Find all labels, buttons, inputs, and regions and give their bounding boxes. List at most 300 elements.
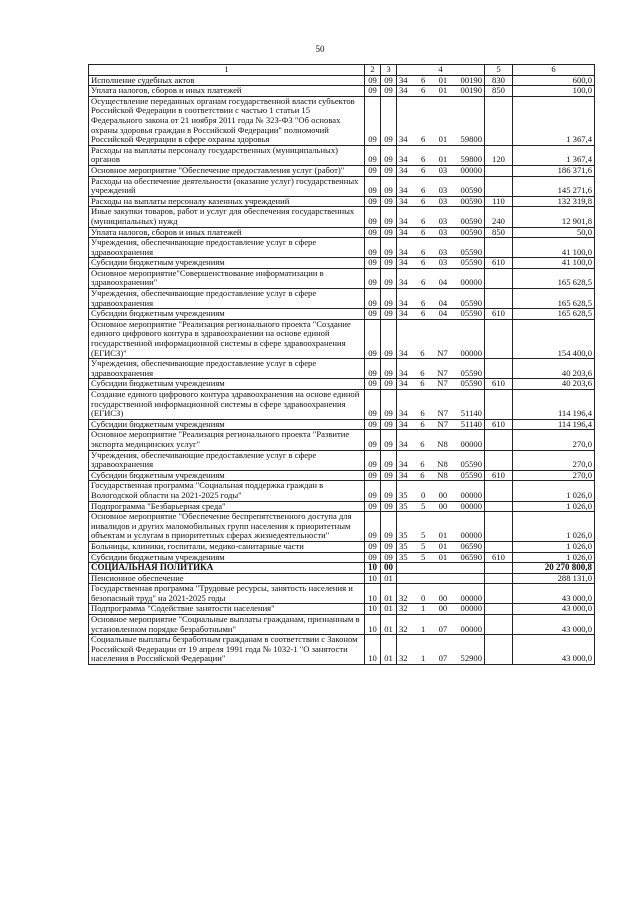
row-subsection: 09 (381, 470, 397, 481)
program-code-p4: 00000 (460, 603, 482, 614)
row-section: 09 (365, 176, 381, 196)
row-program-code (397, 319, 485, 358)
row-section: 09 (365, 512, 381, 542)
row-section: 09 (365, 75, 381, 86)
program-code-p1: 32 (399, 623, 408, 634)
program-code-p2: 1 (420, 623, 426, 634)
row-amount: 43 000,0 (513, 635, 595, 665)
program-code-p2: 6 (420, 196, 426, 206)
header-row (89, 65, 595, 76)
row-program-code (397, 430, 485, 450)
program-code-p1: 34 (399, 308, 408, 319)
row-name: Расходы на выплаты персоналу государственных (муниципальных) органов (89, 145, 365, 165)
program-code-p1: 34 (399, 134, 408, 145)
table-row (89, 450, 595, 470)
row-subsection: 09 (381, 450, 397, 470)
row-amount: 1 026,0 (513, 541, 595, 552)
row-section: 09 (365, 552, 381, 563)
program-code-p2: 6 (420, 257, 426, 268)
program-code-p3: N7 (437, 367, 448, 378)
row-name: Подпрограмма "Содействие занятости населения" (89, 604, 365, 615)
program-code-p3: 03 (438, 257, 448, 268)
program-code-p3: 01 (438, 530, 448, 541)
row-name: Расходы на обеспечение деятельности (оказание услуг) государственных учреждений (89, 176, 365, 196)
program-code-parts (399, 349, 482, 359)
program-code-p3: N8 (437, 470, 448, 480)
row-name: Основное мероприятие "Обеспечение беспрепятственного доступа для инвалидов и других маломобильных групп населения к приоритетным объектам и услугам в приоритетных сферах жизнедеятельности" (89, 512, 365, 542)
row-program-code (397, 75, 485, 86)
program-code-p3: N7 (437, 347, 448, 358)
row-name: Государственная программа "Социальная поддержка граждан в Вологодской области на 2021-2025 годы" (89, 481, 365, 501)
program-code-p2: 6 (420, 408, 425, 419)
program-code-p3: 03 (438, 196, 448, 206)
program-code-parts (399, 553, 482, 563)
program-code-p3: 01 (438, 85, 448, 96)
program-code-parts (399, 409, 482, 419)
row-program-code (397, 165, 485, 176)
row-program-code (397, 501, 485, 512)
row-expense-type: 240 (485, 207, 513, 227)
table-body (89, 75, 595, 664)
row-section: 09 (365, 481, 381, 501)
row-section: 10 (365, 563, 381, 574)
row-section: 09 (365, 379, 381, 390)
program-code-parts (399, 604, 482, 614)
program-code-p3: 01 (438, 75, 448, 85)
row-section: 09 (365, 541, 381, 552)
row-name: Учреждения, обеспечивающие предоставление услуг в сфере здравоохранения (89, 238, 365, 258)
row-program-code (397, 470, 485, 481)
row-section: 09 (365, 96, 381, 145)
row-name: Субсидии бюджетным учреждениям (89, 470, 365, 481)
row-expense-type (485, 96, 513, 145)
row-expense-type (485, 541, 513, 552)
row-name: Государственная программа "Трудовые ресурсы, занятость населения и безопасный труд" на 2021-2025 годы (89, 584, 365, 604)
program-code-p1: 34 (399, 227, 408, 237)
row-program-code (397, 635, 485, 665)
table-row (89, 430, 595, 450)
program-code-parts (399, 420, 482, 430)
table-row (89, 176, 595, 196)
row-program-code (397, 176, 485, 196)
program-code-p2: 6 (420, 438, 425, 449)
row-expense-type: 850 (485, 227, 513, 238)
program-code-parts (399, 379, 482, 389)
program-code-p4: 00000 (460, 592, 482, 603)
row-name: Субсидии бюджетным учреждениям (89, 419, 365, 430)
program-code-parts (399, 369, 482, 379)
row-expense-type: 610 (485, 379, 513, 390)
program-code-parts (399, 228, 482, 238)
row-subsection: 09 (381, 419, 397, 430)
row-amount: 100,0 (513, 86, 595, 97)
row-section: 09 (365, 86, 381, 97)
row-subsection: 09 (381, 258, 397, 269)
program-code-p1: 34 (399, 347, 408, 358)
row-program-code (397, 512, 485, 542)
row-section: 09 (365, 430, 381, 450)
row-amount: 288 131,0 (513, 573, 595, 584)
program-code-p2: 6 (420, 75, 426, 85)
row-program-code (397, 563, 485, 574)
program-code-p2: 6 (420, 154, 426, 165)
program-code-p1: 35 (399, 501, 408, 511)
row-name: Основное мероприятие "Социальные выплаты гражданам, признанным в установленном порядке безработными" (89, 615, 365, 635)
row-name: Учреждения, обеспечивающие предоставление услуг в сфере здравоохранения (89, 450, 365, 470)
table-row (89, 207, 595, 227)
row-section: 10 (365, 635, 381, 665)
program-code-p3: 03 (438, 215, 448, 226)
row-section: 09 (365, 196, 381, 207)
row-subsection: 01 (381, 573, 397, 584)
program-code-p2: 6 (420, 367, 425, 378)
program-code-p4: 05590 (460, 297, 482, 308)
program-code-p1: 32 (399, 603, 408, 614)
row-subsection: 09 (381, 541, 397, 552)
row-section: 09 (365, 419, 381, 430)
row-amount: 270,0 (513, 430, 595, 450)
program-code-p2: 0 (420, 489, 426, 500)
row-expense-type (485, 319, 513, 358)
program-code-p3: N8 (437, 459, 448, 470)
table-row (89, 470, 595, 481)
program-code-p4: 00590 (460, 185, 482, 196)
program-code-p1: 32 (399, 592, 408, 603)
program-code-p1: 34 (399, 165, 408, 175)
budget-table (88, 64, 595, 665)
program-code-p3: 00 (438, 501, 448, 511)
program-code-p3: 01 (438, 134, 448, 145)
program-code-p3: N7 (437, 419, 448, 429)
program-code-parts (399, 594, 482, 604)
program-code-p3: 01 (438, 541, 448, 551)
row-subsection: 09 (381, 238, 397, 258)
program-code-parts (399, 197, 482, 207)
program-code-p3: 00 (438, 603, 448, 614)
row-program-code (397, 238, 485, 258)
table-row (89, 563, 595, 574)
table-row (89, 96, 595, 145)
program-code-p4: 52900 (460, 653, 482, 664)
row-program-code (397, 390, 485, 420)
row-subsection: 09 (381, 268, 397, 288)
row-program-code (397, 450, 485, 470)
row-amount: 20 270 800,8 (513, 563, 595, 574)
program-code-parts (399, 155, 482, 165)
row-program-code (397, 359, 485, 379)
row-amount: 154 400,0 (513, 319, 595, 358)
table-row (89, 552, 595, 563)
row-expense-type: 850 (485, 86, 513, 97)
program-code-p1: 35 (399, 541, 408, 551)
row-section: 09 (365, 165, 381, 176)
row-expense-type (485, 635, 513, 665)
program-code-p3: 04 (438, 277, 448, 288)
row-subsection: 09 (381, 552, 397, 563)
program-code-parts (399, 531, 482, 541)
row-program-code (397, 268, 485, 288)
row-expense-type (485, 615, 513, 635)
program-code-p1: 34 (399, 75, 408, 85)
table-row (89, 379, 595, 390)
row-expense-type: 610 (485, 552, 513, 563)
program-code-p3: N7 (437, 378, 448, 389)
row-name: Основное мероприятие "Реализация регионального проекта "Развитие экспорта медицинских услуг" (89, 430, 365, 450)
row-section: 09 (365, 309, 381, 320)
row-program-code (397, 289, 485, 309)
program-code-p1: 34 (399, 154, 408, 165)
row-section: 10 (365, 615, 381, 635)
row-expense-type: 610 (485, 309, 513, 320)
program-code-p3: 07 (438, 653, 448, 664)
program-code-p4: 05590 (460, 470, 482, 480)
program-code-p1: 35 (399, 552, 408, 562)
table-row (89, 145, 595, 165)
header-subsection: 3 (381, 65, 397, 76)
row-amount: 41 100,0 (513, 238, 595, 258)
row-program-code (397, 227, 485, 238)
row-amount: 41 100,0 (513, 258, 595, 269)
row-program-code (397, 309, 485, 320)
program-code-p3: 00 (438, 592, 448, 603)
table-row (89, 541, 595, 552)
row-section: 10 (365, 604, 381, 615)
program-code-p3: 01 (438, 552, 448, 562)
table-row (89, 501, 595, 512)
row-expense-type (485, 390, 513, 420)
program-code-parts (399, 460, 482, 470)
table-row (89, 289, 595, 309)
row-amount: 165 628,5 (513, 268, 595, 288)
program-code-p2: 6 (420, 297, 426, 308)
row-subsection: 09 (381, 207, 397, 227)
program-code-parts (399, 440, 482, 450)
row-section: 09 (365, 145, 381, 165)
program-code-p4: 59800 (460, 134, 482, 145)
row-name: Основное мероприятие "Обеспечение предоставления услуг (работ)" (89, 165, 365, 176)
table-row (89, 419, 595, 430)
program-code-parts (399, 491, 482, 501)
row-amount: 1 026,0 (513, 512, 595, 542)
row-subsection: 09 (381, 145, 397, 165)
row-expense-type (485, 430, 513, 450)
program-code-p3: N8 (437, 438, 448, 449)
row-program-code (397, 541, 485, 552)
row-expense-type (485, 238, 513, 258)
program-code-p3: 04 (438, 297, 448, 308)
row-amount: 1 026,0 (513, 552, 595, 563)
row-subsection: 09 (381, 430, 397, 450)
program-code-p1: 34 (399, 277, 408, 288)
row-expense-type (485, 289, 513, 309)
row-section: 09 (365, 501, 381, 512)
header-section: 2 (365, 65, 381, 76)
program-code-p4: 05590 (460, 308, 482, 319)
program-code-p2: 6 (420, 85, 426, 96)
program-code-parts (399, 309, 482, 319)
row-amount: 145 271,6 (513, 176, 595, 196)
program-code-p1: 32 (399, 653, 408, 664)
program-code-p4: 51140 (460, 419, 482, 429)
row-subsection: 09 (381, 359, 397, 379)
row-expense-type (485, 512, 513, 542)
program-code-p1: 34 (399, 378, 408, 389)
program-code-p4: 00000 (460, 277, 482, 288)
program-code-p1: 34 (399, 408, 408, 419)
program-code-parts (399, 248, 482, 258)
row-amount: 165 628,5 (513, 289, 595, 309)
program-code-p2: 5 (420, 530, 426, 541)
row-program-code (397, 258, 485, 269)
row-program-code (397, 604, 485, 615)
row-program-code (397, 96, 485, 145)
row-subsection: 09 (381, 309, 397, 320)
program-code-p2: 6 (420, 215, 426, 226)
row-section: 09 (365, 450, 381, 470)
row-section: 10 (365, 584, 381, 604)
row-subsection: 09 (381, 319, 397, 358)
program-code-p4: 59800 (460, 154, 482, 165)
row-program-code (397, 552, 485, 563)
row-subsection: 09 (381, 176, 397, 196)
row-name: Субсидии бюджетным учреждениям (89, 258, 365, 269)
row-section: 09 (365, 470, 381, 481)
program-code-p3: 03 (438, 227, 448, 237)
row-subsection: 09 (381, 75, 397, 86)
row-subsection: 09 (381, 227, 397, 238)
row-section: 09 (365, 258, 381, 269)
row-expense-type (485, 501, 513, 512)
row-name: Учреждения, обеспечивающие предоставление услуг в сфере здравоохранения (89, 289, 365, 309)
program-code-p2: 6 (420, 470, 425, 480)
row-expense-type (485, 604, 513, 615)
row-name: Осуществление переданных органам государственной власти субъектов Российской Федерации в соответствии с частью 1 статьи 15 Федерального закона от 21 ноября 2011 года № 323-ФЗ "Об основах охраны здоровья граждан в Российской Федерации" полномочий Российской Федерации в сфере охраны здоровья (89, 96, 365, 145)
row-amount: 600,0 (513, 75, 595, 86)
program-code-parts (399, 299, 482, 309)
row-expense-type: 610 (485, 258, 513, 269)
row-name: Уплата налогов, сборов и иных платежей (89, 86, 365, 97)
table-row (89, 227, 595, 238)
program-code-p4: 00590 (460, 215, 482, 226)
table-row (89, 268, 595, 288)
row-subsection: 09 (381, 501, 397, 512)
program-code-p1: 34 (399, 297, 408, 308)
program-code-parts (399, 86, 482, 96)
row-program-code (397, 145, 485, 165)
program-code-p2: 5 (420, 552, 426, 562)
program-code-p3: 04 (438, 308, 448, 319)
row-name: Социальные выплаты безработным гражданам в соответствии с Законом Российской Федерации от 19 апреля 1991 года № 1032-1 "О занятости населения в Российской Федерации" (89, 635, 365, 665)
program-code-p2: 6 (420, 185, 426, 196)
table-row (89, 86, 595, 97)
row-amount: 50,0 (513, 227, 595, 238)
program-code-p3: 03 (438, 165, 448, 175)
program-code-p1: 34 (399, 196, 408, 206)
program-code-p1: 34 (399, 419, 408, 429)
row-amount: 1 026,0 (513, 481, 595, 501)
row-program-code (397, 573, 485, 584)
row-subsection: 01 (381, 584, 397, 604)
row-program-code (397, 379, 485, 390)
row-subsection: 09 (381, 289, 397, 309)
program-code-p4: 06590 (460, 552, 482, 562)
program-code-p3: 07 (438, 623, 448, 634)
program-code-p4: 00190 (460, 85, 482, 96)
program-code-p1: 34 (399, 470, 408, 480)
row-section: 09 (365, 268, 381, 288)
row-amount: 43 000,0 (513, 604, 595, 615)
program-code-p2: 6 (420, 347, 425, 358)
row-name: Создание единого цифрового контура здравоохранения на основе единой государственной информационной системы в сфере здравоохранения (ЕГИСЗ) (89, 390, 365, 420)
row-subsection: 09 (381, 512, 397, 542)
program-code-p1: 34 (399, 215, 408, 226)
program-code-p1: 34 (399, 185, 408, 196)
row-subsection: 09 (381, 96, 397, 145)
row-name: СОЦИАЛЬНАЯ ПОЛИТИКА (89, 563, 365, 574)
table-row (89, 635, 595, 665)
row-amount: 43 000,0 (513, 584, 595, 604)
row-program-code (397, 481, 485, 501)
row-name: Основное мероприятие"Совершенствование информатизации в здравоохранении" (89, 268, 365, 288)
table-row (89, 165, 595, 176)
row-amount: 114 196,4 (513, 419, 595, 430)
row-expense-type (485, 450, 513, 470)
program-code-p1: 34 (399, 257, 408, 268)
program-code-parts (399, 542, 482, 552)
table-row (89, 359, 595, 379)
header-name: 1 (89, 65, 365, 76)
row-program-code (397, 86, 485, 97)
row-name: Субсидии бюджетным учреждениям (89, 379, 365, 390)
row-subsection: 01 (381, 604, 397, 615)
program-code-p1: 34 (399, 85, 408, 96)
table-row (89, 573, 595, 584)
row-expense-type: 830 (485, 75, 513, 86)
program-code-p4: 06590 (460, 541, 482, 551)
row-amount: 1 026,0 (513, 501, 595, 512)
program-code-p2: 0 (420, 592, 426, 603)
table-row (89, 615, 595, 635)
row-subsection: 09 (381, 86, 397, 97)
header-expense-type: 5 (485, 65, 513, 76)
row-expense-type (485, 165, 513, 176)
row-expense-type (485, 563, 513, 574)
table-row (89, 258, 595, 269)
table-row (89, 604, 595, 615)
program-code-p4: 00000 (460, 489, 482, 500)
program-code-parts (399, 166, 482, 176)
program-code-p4: 00000 (460, 623, 482, 634)
program-code-p4: 00590 (460, 196, 482, 206)
row-expense-type (485, 268, 513, 288)
program-code-p2: 6 (420, 419, 425, 429)
program-code-p2: 1 (420, 653, 426, 664)
row-name: Пенсионное обеспечение (89, 573, 365, 584)
row-section: 10 (365, 573, 381, 584)
row-subsection: 01 (381, 615, 397, 635)
program-code-p4: 00000 (460, 438, 482, 449)
row-subsection: 09 (381, 390, 397, 420)
program-code-p4: 00000 (460, 501, 482, 511)
program-code-p1: 34 (399, 459, 408, 470)
row-name: Исполнение судебных актов (89, 75, 365, 86)
row-name: Основное мероприятие "Реализация регионального проекта "Создание единого цифрового контура в здравоохранении на основе единой государственной информационной системы в сфере здравоохранения (ЕГИСЗ)" (89, 319, 365, 358)
program-code-p3: 01 (438, 154, 448, 165)
program-code-p4: 00590 (460, 227, 482, 237)
program-code-p3: N7 (437, 408, 448, 419)
row-amount: 114 196,4 (513, 390, 595, 420)
row-expense-type (485, 359, 513, 379)
